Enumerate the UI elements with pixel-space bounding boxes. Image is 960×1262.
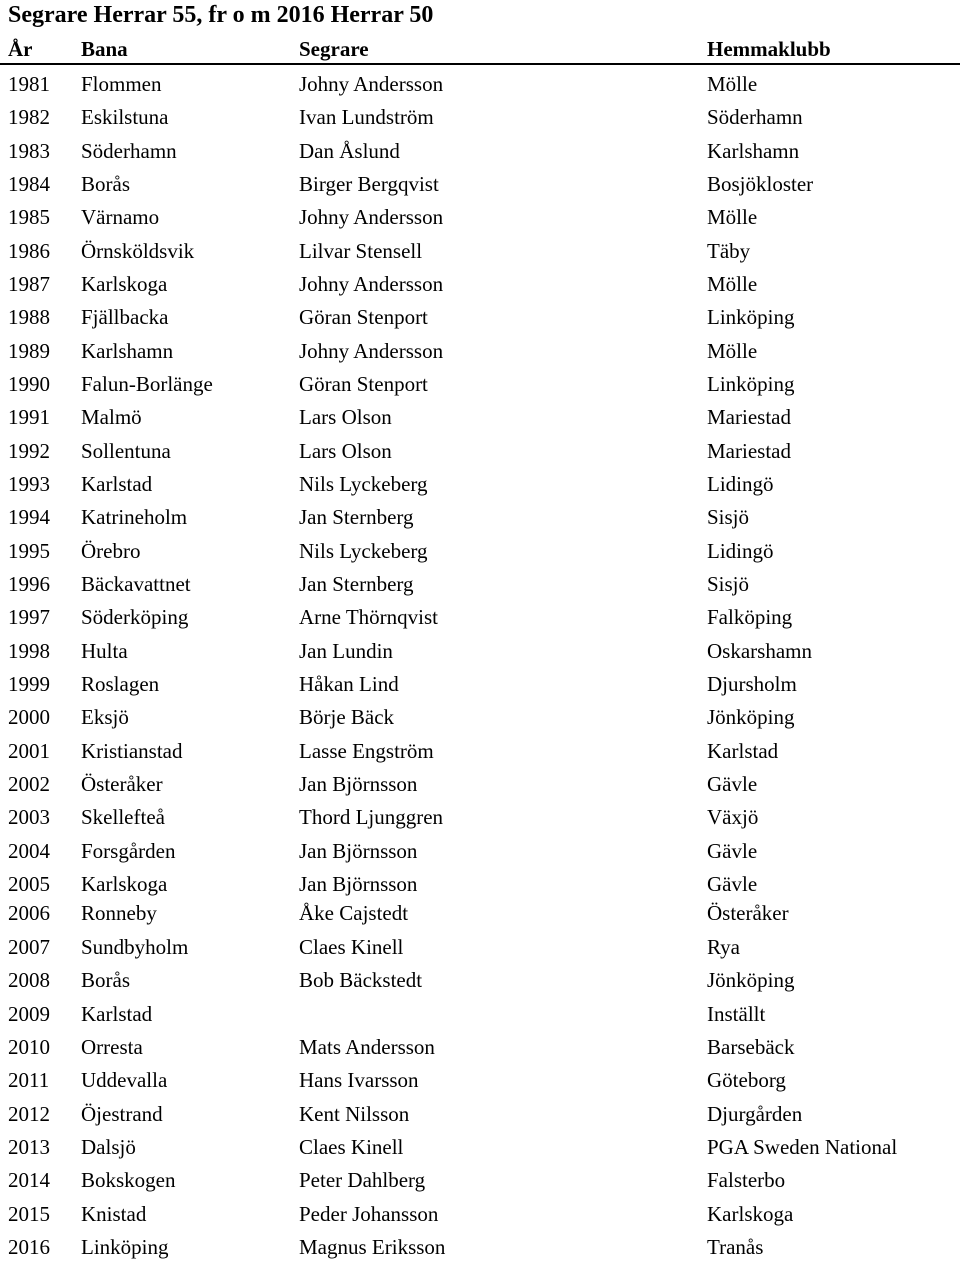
cell-course: Kristianstad [81, 738, 183, 763]
cell-course: Hulta [81, 638, 128, 663]
cell-year: 1997 [8, 605, 50, 630]
cell-winner: Jan Björnsson [299, 771, 418, 796]
cell-winner: Claes Kinell [299, 1135, 404, 1159]
table-row [0, 736, 960, 766]
header-year: År [8, 37, 33, 61]
cell-course: Örebro [81, 538, 141, 563]
cell-winner: Lasse Engström [299, 738, 434, 763]
cell-year: 1983 [8, 138, 50, 163]
cell-winner: Jan Björnsson [299, 838, 418, 863]
cell-year: 1985 [8, 205, 50, 230]
cell-club: Jönköping [707, 968, 795, 993]
cell-year: 2004 [8, 838, 50, 863]
cell-winner: Claes Kinell [299, 934, 404, 959]
cell-course: Örnsköldsvik [81, 238, 195, 263]
cell-winner: Nils Lyckeberg [299, 538, 428, 563]
cell-club: Söderhamn [707, 105, 803, 130]
cell-year: 2008 [8, 968, 50, 993]
cell-year: 1988 [8, 305, 50, 330]
table-row [0, 269, 960, 299]
cell-year: 2014 [8, 1168, 50, 1193]
table-row [0, 932, 960, 962]
cell-course: Forsgården [81, 838, 176, 863]
cell-winner: Hans Ivarsson [299, 1068, 419, 1093]
cell-winner: Jan Björnsson [299, 871, 418, 896]
cell-year: 2007 [8, 934, 50, 959]
cell-club: Mölle [707, 72, 758, 96]
cell-year: 1992 [8, 438, 50, 463]
cell-winner: Göran Stenport [299, 305, 428, 330]
cell-club: Mölle [707, 272, 758, 296]
cell-winner: Jan Sternberg [299, 505, 414, 530]
cell-year: 2001 [8, 738, 50, 763]
cell-club: Mariestad [707, 438, 791, 463]
cell-winner: Lars Olson [299, 438, 392, 463]
cell-year: 1989 [8, 338, 50, 363]
cell-club: Karlstad [707, 738, 779, 763]
table-row [0, 999, 960, 1029]
cell-year: 1982 [8, 105, 50, 130]
table-row [0, 669, 960, 699]
cell-course: Katrineholm [81, 505, 188, 530]
cell-year: 1999 [8, 671, 50, 696]
table-row [0, 1065, 960, 1095]
cell-course: Österåker [81, 771, 163, 796]
cell-course: Flommen [81, 72, 162, 96]
cell-course: Uddevalla [81, 1068, 168, 1093]
cell-course: Karlstad [81, 472, 153, 496]
cell-club: Sisjö [707, 505, 750, 530]
header-winner: Segrare [299, 37, 369, 61]
cell-year: 2012 [8, 1101, 50, 1126]
table-row [0, 236, 960, 266]
cell-club: Lidingö [707, 472, 774, 496]
cell-winner: Jan Sternberg [299, 571, 414, 596]
cell-winner: Mats Andersson [299, 1034, 435, 1059]
table-row [0, 702, 960, 732]
cell-course: Bokskogen [81, 1168, 176, 1193]
cell-club: Täby [707, 238, 751, 263]
cell-club: Barsebäck [707, 1034, 795, 1059]
cell-year: 1987 [8, 272, 50, 296]
cell-year: 2005 [8, 871, 50, 896]
cell-year: 1995 [8, 538, 50, 563]
table-row [0, 436, 960, 466]
cell-winner: Arne Thörnqvist [299, 605, 439, 630]
cell-year: 1994 [8, 505, 50, 530]
table-row [0, 636, 960, 666]
cell-club: Rya [707, 934, 740, 959]
cell-winner: Peder Johansson [299, 1201, 439, 1226]
cell-winner: Peter Dahlberg [299, 1168, 426, 1193]
table-row [0, 769, 960, 799]
cell-course: Dalsjö [81, 1135, 136, 1159]
header-course: Bana [81, 37, 128, 61]
cell-winner: Jan Lundin [299, 638, 393, 663]
table-row [0, 836, 960, 866]
cell-year: 1998 [8, 638, 50, 663]
cell-winner: Göran Stenport [299, 372, 428, 396]
cell-course: Sollentuna [81, 438, 171, 463]
header-club: Hemmaklubb [707, 37, 831, 61]
table-row [0, 502, 960, 532]
cell-course: Karlskoga [81, 871, 168, 896]
cell-winner: Åke Cajstedt [299, 901, 409, 926]
cell-club: Karlskoga [707, 1201, 794, 1226]
cell-course: Borås [81, 172, 130, 196]
cell-winner: Dan Åslund [299, 138, 400, 163]
cell-club: Växjö [707, 805, 759, 830]
table-row [0, 965, 960, 995]
cell-club: Djurgården [707, 1101, 803, 1126]
cell-course: Eksjö [81, 705, 129, 730]
cell-year: 1990 [8, 372, 50, 396]
cell-winner: Börje Bäck [299, 705, 395, 730]
cell-club: Mölle [707, 205, 758, 230]
cell-club: Djursholm [707, 671, 797, 696]
cell-year: 1984 [8, 172, 50, 196]
table-row [0, 302, 960, 332]
table-row [0, 1132, 960, 1162]
cell-year: 1993 [8, 472, 50, 496]
cell-club: Linköping [707, 305, 795, 330]
table-row [0, 469, 960, 499]
cell-club: Gävle [707, 871, 758, 896]
table-header [0, 37, 960, 65]
cell-year: 2006 [8, 901, 50, 926]
cell-winner: Johny Andersson [299, 272, 444, 296]
table-row [0, 602, 960, 632]
cell-year: 2013 [8, 1135, 50, 1159]
cell-club: Inställt [707, 1001, 766, 1026]
page-title: Segrare Herrar 55, fr o m 2016 Herrar 50 [8, 2, 434, 28]
table-row [0, 336, 960, 366]
cell-winner: Johny Andersson [299, 205, 444, 230]
cell-year: 2009 [8, 1001, 50, 1026]
cell-year: 2016 [8, 1235, 50, 1260]
cell-year: 1991 [8, 405, 50, 430]
cell-year: 2000 [8, 705, 50, 730]
table-row [0, 1199, 960, 1229]
table-row [0, 536, 960, 566]
table-row [0, 136, 960, 166]
table-row [0, 1165, 960, 1195]
cell-course: Sundbyholm [81, 934, 189, 959]
cell-year: 1996 [8, 571, 50, 596]
cell-course: Orresta [81, 1034, 143, 1059]
cell-club: Falköping [707, 605, 793, 630]
cell-year: 2011 [8, 1068, 50, 1093]
cell-course: Borås [81, 968, 130, 993]
cell-course: Malmö [81, 405, 142, 430]
table-row [0, 69, 960, 99]
cell-course: Knistad [81, 1201, 147, 1226]
cell-course: Eskilstuna [81, 105, 169, 130]
cell-club: Linköping [707, 372, 795, 396]
cell-club: Oskarshamn [707, 638, 812, 663]
cell-club: Gävle [707, 771, 758, 796]
cell-club: Sisjö [707, 571, 750, 596]
table-row [0, 898, 960, 928]
cell-winner: Magnus Eriksson [299, 1235, 446, 1260]
table-row [0, 1032, 960, 1062]
cell-year: 2002 [8, 771, 50, 796]
table-row [0, 369, 960, 399]
table-row [0, 1099, 960, 1129]
cell-winner: Thord Ljunggren [299, 805, 444, 830]
cell-club: Österåker [707, 901, 789, 926]
cell-winner: Birger Bergqvist [299, 172, 439, 196]
cell-year: 2003 [8, 805, 50, 830]
cell-course: Värnamo [81, 205, 160, 230]
cell-club: PGA Sweden National [707, 1135, 898, 1159]
cell-winner: Ivan Lundström [299, 105, 434, 130]
cell-club: Mölle [707, 338, 758, 363]
cell-course: Ronneby [81, 901, 157, 926]
cell-course: Öjestrand [81, 1101, 163, 1126]
cell-club: Tranås [707, 1235, 764, 1260]
cell-year: 1981 [8, 72, 50, 96]
cell-year: 1986 [8, 238, 50, 263]
cell-winner: Lilvar Stensell [299, 238, 423, 263]
cell-club: Karlshamn [707, 138, 800, 163]
cell-winner: Bob Bäckstedt [299, 968, 423, 993]
table-row [0, 169, 960, 199]
cell-course: Karlshamn [81, 338, 174, 363]
cell-winner: Johny Andersson [299, 72, 444, 96]
table-row [0, 569, 960, 599]
cell-club: Bosjökloster [707, 172, 814, 196]
table-row [0, 1232, 960, 1262]
table-row [0, 202, 960, 232]
cell-course: Skellefteå [81, 805, 165, 830]
cell-club: Lidingö [707, 538, 774, 563]
cell-course: Roslagen [81, 671, 160, 696]
cell-course: Karlskoga [81, 272, 168, 296]
cell-club: Jönköping [707, 705, 795, 730]
cell-course: Falun-Borlänge [81, 372, 213, 396]
table-row [0, 402, 960, 432]
table-row [0, 802, 960, 832]
cell-winner: Nils Lyckeberg [299, 472, 428, 496]
cell-club: Falsterbo [707, 1168, 786, 1193]
cell-year: 2015 [8, 1201, 50, 1226]
cell-course: Karlstad [81, 1001, 153, 1026]
cell-winner: Johny Andersson [299, 338, 444, 363]
cell-club: Göteborg [707, 1068, 786, 1093]
cell-course: Söderköping [81, 605, 189, 630]
cell-year: 2010 [8, 1034, 50, 1059]
cell-course: Linköping [81, 1235, 169, 1260]
table-row [0, 102, 960, 132]
cell-club: Gävle [707, 838, 758, 863]
cell-course: Bäckavattnet [81, 571, 191, 596]
cell-winner: Lars Olson [299, 405, 392, 430]
cell-course: Söderhamn [81, 138, 177, 163]
cell-winner: Håkan Lind [299, 671, 399, 696]
header-divider [0, 63, 960, 65]
cell-club: Mariestad [707, 405, 791, 430]
table-row [0, 869, 960, 899]
cell-winner: Kent Nilsson [299, 1101, 410, 1126]
cell-course: Fjällbacka [81, 305, 169, 330]
